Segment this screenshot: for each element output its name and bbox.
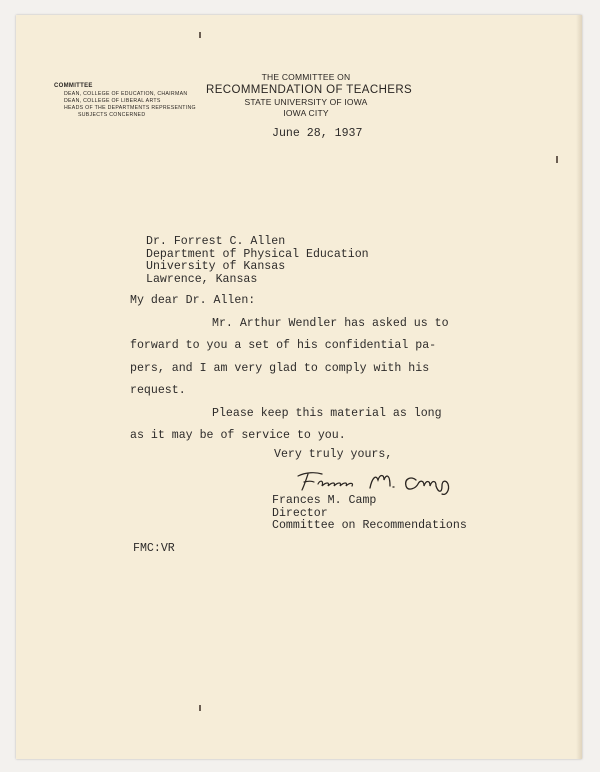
recipient-line: Lawrence, Kansas (146, 272, 258, 286)
body-line: Please keep this material as long (212, 406, 442, 420)
paper-mark (199, 32, 201, 38)
body-line: Mr. Arthur Wendler has asked us to (212, 316, 449, 330)
closing: Very truly yours, (274, 448, 393, 461)
paper-mark (199, 705, 201, 711)
committee-member: DEAN, COLLEGE OF EDUCATION, CHAIRMAN (64, 91, 188, 97)
committee-member: SUBJECTS CONCERNED (78, 112, 146, 118)
body-line: as it may be of service to you. (130, 429, 346, 442)
recipient-address (146, 236, 369, 286)
committee-member: DEAN, COLLEGE OF LIBERAL ARTS (64, 98, 161, 104)
signer-title: Director (272, 506, 328, 520)
signer-committee: Committee on Recommendations (272, 519, 467, 533)
signature-block (272, 495, 467, 533)
signer-name: Frances M. Camp (272, 494, 377, 507)
body-line: pers, and I am very glad to comply with his (130, 361, 430, 375)
letter-date: June 28, 1937 (272, 127, 363, 140)
letterhead-line: STATE UNIVERSITY OF IOWA (244, 97, 368, 107)
letterhead-city: IOWA CITY (283, 108, 329, 118)
salutation: My dear Dr. Allen: (130, 294, 256, 307)
paper-mark (556, 156, 558, 163)
recipient-line: University of Kansas (146, 260, 286, 274)
committee-label: COMMITTEE (54, 83, 93, 89)
letterhead-title (206, 72, 413, 119)
letterhead-org-name: RECOMMENDATION OF TEACHERS (206, 84, 413, 96)
recipient-line: Department of Physical Education (146, 247, 369, 261)
letterhead-line: THE COMMITTEE ON (261, 72, 351, 82)
reference-initials: FMC:VR (133, 542, 175, 555)
letter-page (16, 15, 582, 759)
recipient-line: Dr. Forrest C. Allen (146, 235, 286, 248)
body-line: request. (130, 384, 186, 397)
body-line: forward to you a set of his confidential pa- (130, 339, 437, 352)
letter-body (130, 290, 449, 448)
committee-member: HEADS OF THE DEPARTMENTS REPRESENTING (64, 105, 196, 111)
committee-list (54, 83, 196, 119)
